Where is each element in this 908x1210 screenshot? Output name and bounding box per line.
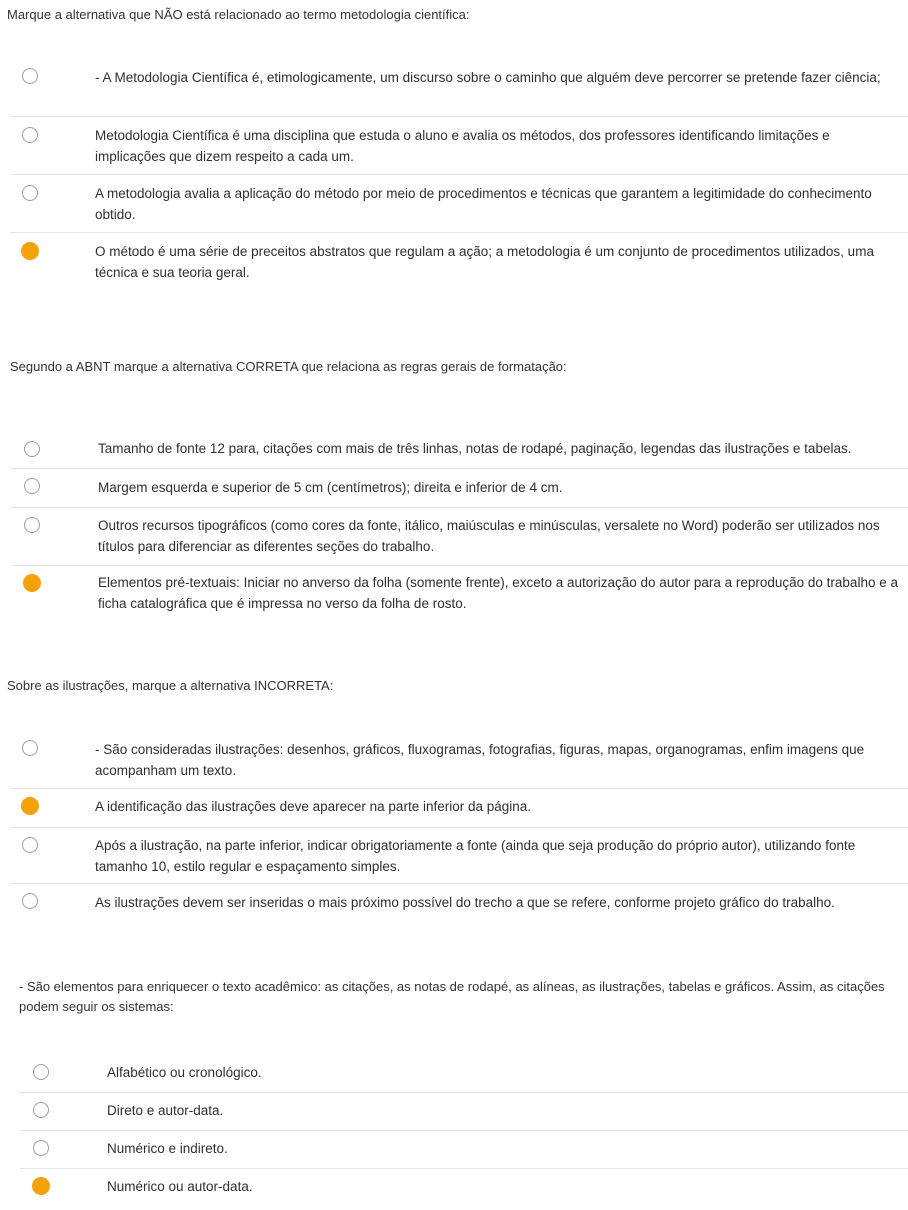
radio-button-selected[interactable] (21, 242, 39, 260)
question-2-options (12, 430, 908, 624)
radio-button[interactable] (24, 441, 40, 457)
option-label: Alfabético ou cronológico. (107, 1065, 262, 1080)
question-2 (10, 357, 890, 377)
option-3-a[interactable] (10, 731, 908, 789)
question-1-text: Marque a alternativa que NÃO está relacionado ao termo metodologia científica: (7, 7, 470, 22)
option-label: Após a ilustração, na parte inferior, indicar obrigatoriamente a fonte (ainda que seja produção do próprio autor), utilizando fonte tamanho 10, estilo regular e espaçamento simples. (95, 838, 856, 874)
option-3-b[interactable] (10, 789, 908, 828)
question-1-options (10, 55, 908, 291)
question-3 (7, 676, 887, 696)
question-4 (19, 977, 891, 1017)
radio-button[interactable] (24, 517, 40, 533)
option-2-c[interactable] (12, 508, 908, 566)
option-1-a[interactable] (10, 55, 908, 117)
radio-button[interactable] (33, 1140, 49, 1156)
question-1 (7, 5, 887, 25)
option-label: Numérico e indireto. (107, 1141, 228, 1156)
radio-button[interactable] (22, 837, 38, 853)
option-label: Outros recursos tipográficos (como cores da fonte, itálico, maiúsculas e minúsculas, versalete no Word) poderão ser utilizados nos títulos para diferenciar as diferentes seções do trabalho. (98, 518, 880, 554)
radio-button[interactable] (22, 185, 38, 201)
option-label: Elementos pré-textuais: Iniciar no anverso da folha (somente frente), exceto a autorização do autor para a reprodução do trabalho e a ficha catalográfica que é impressa no verso da folha de rosto. (98, 575, 898, 611)
question-3-text: Sobre as ilustrações, marque a alternativa INCORRETA: (7, 678, 334, 693)
question-4-text: - São elementos para enriquecer o texto acadêmico: as citações, as notas de rodapé, as alíneas, as ilustrações, tabelas e gráficos. Assim, as citações podem seguir os sistemas: (19, 979, 885, 1014)
option-label: Margem esquerda e superior de 5 cm (centímetros); direita e inferior de 4 cm. (98, 480, 563, 495)
radio-button[interactable] (22, 68, 38, 84)
option-3-c[interactable] (10, 828, 908, 884)
option-2-d[interactable] (12, 566, 908, 624)
option-label: As ilustrações devem ser inseridas o mais próximo possível do trecho a que se refere, conforme projeto gráfico do trabalho. (95, 895, 835, 910)
option-4-c[interactable] (20, 1131, 908, 1169)
option-label: Tamanho de fonte 12 para, citações com mais de três linhas, notas de rodapé, paginação, legendas das ilustrações e tabelas. (98, 441, 852, 456)
radio-button[interactable] (22, 893, 38, 909)
option-1-c[interactable] (10, 175, 908, 233)
option-label: Numérico ou autor-data. (107, 1179, 253, 1194)
option-label: - A Metodologia Científica é, etimologicamente, um discurso sobre o caminho que alguém deve percorrer se pretende fazer ciência; (95, 70, 881, 85)
radio-button[interactable] (22, 740, 38, 756)
option-label: - São consideradas ilustrações: desenhos, gráficos, fluxogramas, fotografias, figuras, mapas, organogramas, enfim imagens que acompanham um texto. (95, 742, 865, 778)
option-4-b[interactable] (20, 1093, 908, 1131)
option-label: O método é uma série de preceitos abstratos que regulam a ação; a metodologia é um conjunto de procedimentos utilizados, uma técnica e sua teoria geral. (95, 244, 874, 280)
option-4-d[interactable] (20, 1169, 908, 1207)
option-label: A metodologia avalia a aplicação do método por meio de procedimentos e técnicas que garantem a legitimidade do conhecimento obtido. (95, 186, 872, 222)
radio-button[interactable] (33, 1102, 49, 1118)
radio-button-selected[interactable] (32, 1177, 50, 1195)
radio-button-selected[interactable] (21, 797, 39, 815)
radio-button[interactable] (22, 127, 38, 143)
option-3-d[interactable] (10, 884, 908, 923)
option-2-b[interactable] (12, 469, 908, 508)
question-2-text: Segundo a ABNT marque a alternativa CORRETA que relaciona as regras gerais de formatação: (10, 359, 567, 374)
option-1-d[interactable] (10, 233, 908, 291)
question-4-options (20, 1054, 908, 1207)
option-label: Direto e autor-data. (107, 1103, 224, 1118)
option-label: A identificação das ilustrações deve aparecer na parte inferior da página. (95, 799, 532, 814)
option-1-b[interactable] (10, 117, 908, 175)
radio-button[interactable] (33, 1064, 49, 1080)
option-label: Metodologia Científica é uma disciplina que estuda o aluno e avalia os métodos, dos professores identificando limitações e implicações que dizem respeito a cada um. (95, 128, 830, 164)
option-2-a[interactable] (12, 430, 908, 469)
question-3-options (10, 731, 908, 923)
radio-button-selected[interactable] (23, 574, 41, 592)
option-4-a[interactable] (20, 1054, 908, 1093)
radio-button[interactable] (24, 478, 40, 494)
